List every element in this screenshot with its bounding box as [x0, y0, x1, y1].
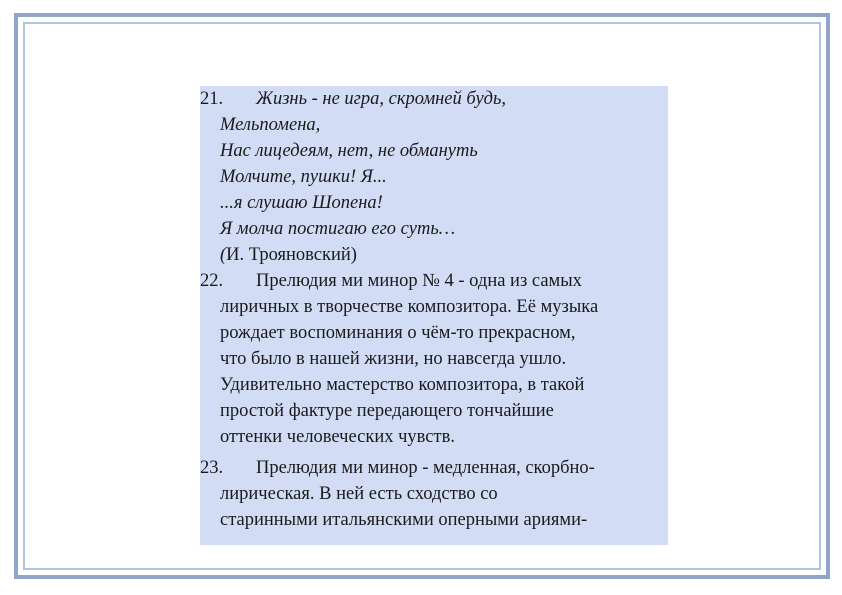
paragraph-line: лирическая. В ней есть сходство со	[220, 484, 498, 504]
poem-line: Мельпомена,	[220, 115, 321, 135]
paragraph-line: Прелюдия ми минор - медленная, скорбно-	[256, 458, 595, 478]
paragraph-line: старинными итальянскими оперными ариями-	[220, 510, 588, 530]
paragraph-line: простой фактуре передающего тончайшие	[220, 401, 554, 421]
paragraph-line: что было в нашей жизни, но навсегда ушло.	[220, 349, 567, 369]
list-item-21	[200, 86, 668, 268]
poem-line: Молчите, пушки! Я...	[220, 167, 387, 187]
item-number: 23.	[200, 458, 224, 478]
poem-line: Жизнь - не игра, скромней будь,	[256, 89, 507, 109]
author-name: И. Трояновский)	[226, 245, 357, 265]
list-item-23	[200, 455, 668, 533]
paragraph-line: лиричных в творчестве композитора. Её музыка	[220, 297, 599, 317]
item-number: 22.	[200, 271, 224, 291]
poem-author	[220, 242, 668, 268]
text-box	[200, 86, 668, 545]
item-number: 21.	[200, 89, 224, 109]
list-item-22	[200, 268, 668, 450]
author-paren: (	[220, 245, 227, 265]
poem-line: ...я слушаю Шопена!	[220, 193, 383, 213]
paragraph-line: Удивительно мастерство композитора, в такой	[220, 375, 585, 395]
poem-line: Я молча постигаю его суть…	[220, 219, 456, 239]
paragraph-line: оттенки человеческих чувств.	[220, 427, 455, 447]
paragraph-line: рождает воспоминания о чём-то прекрасном,	[220, 323, 576, 343]
poem-line: Нас лицедеям, нет, не обмануть	[220, 141, 478, 161]
paragraph-line: Прелюдия ми минор № 4 - одна из самых	[256, 271, 582, 291]
